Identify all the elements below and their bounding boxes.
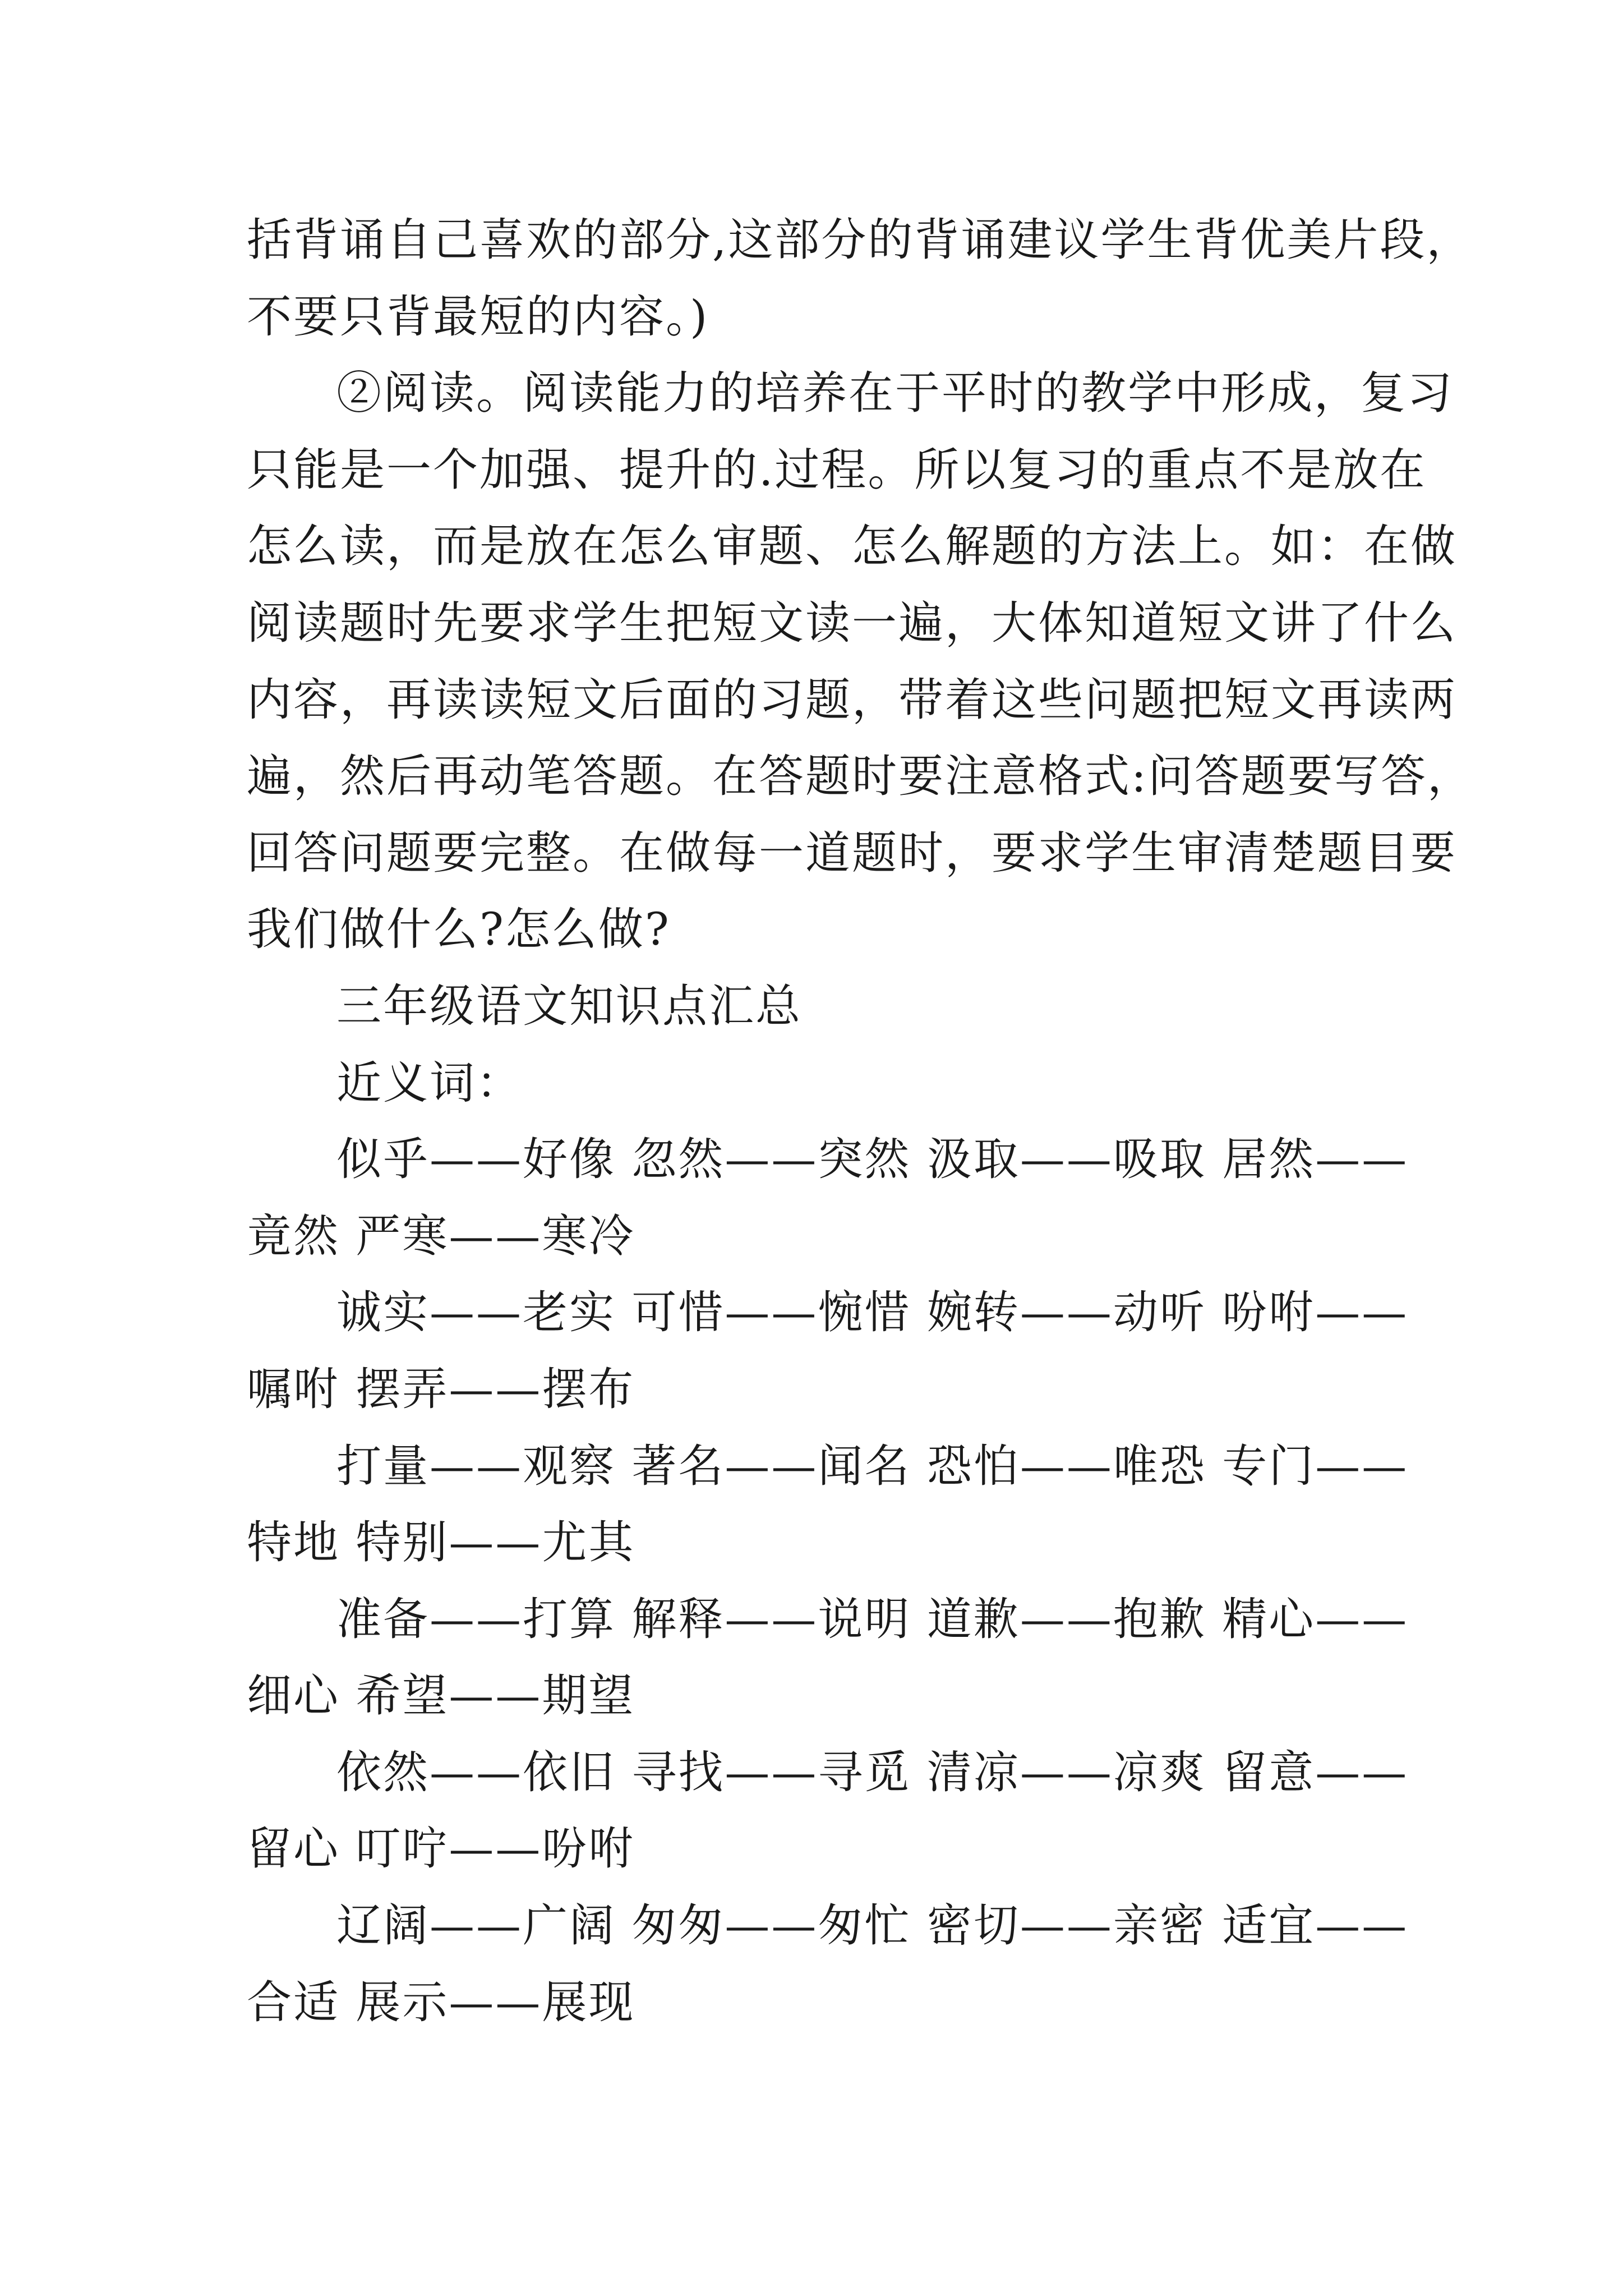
text-line: 内容，再读读短文后面的习题，带着这些问题把短文再读两: [247, 673, 1457, 726]
synonym-line: 辽阔——广阔 匆匆——匆忙 密切——亲密 适宜——: [336, 1899, 1409, 1952]
synonym-line: 留心 叮咛——吩咐: [247, 1823, 635, 1875]
synonym-line: 打量——观察 著名——闻名 恐怕——唯恐 专门——: [336, 1439, 1409, 1492]
text-line: 只能是一个加强、提升的.过程。所以复习的重点不是放在: [247, 443, 1427, 496]
synonym-line: 特地 特别——尤其: [247, 1516, 635, 1569]
text-line: 怎么读，而是放在怎么审题、怎么解题的方法上。如：在做: [247, 520, 1457, 573]
text-line: 括背诵自己喜欢的部分,这部分的背诵建议学生背优美片段，: [247, 214, 1473, 266]
text-line: 阅读题时先要求学生把短文读一遍，大体知道短文讲了什么: [247, 596, 1457, 649]
subsection-label: 近义词：: [336, 1056, 523, 1109]
document-body: [247, 202, 1474, 2041]
text-line: 我们做什么?怎么做?: [247, 903, 671, 956]
synonym-line: 似乎——好像 忽然——突然 汲取——吸取 居然——: [336, 1133, 1409, 1186]
synonym-line: 准备——打算 解释——说明 道歉——抱歉 精心——: [336, 1593, 1409, 1645]
synonym-line: 合适 展示——展现: [247, 1976, 635, 2028]
text-line: 遍，然后再动笔答题。在答题时要注意格式:问答题要写答，: [247, 750, 1474, 803]
paragraph-reading: ②阅读。阅读能力的培养在于平时的教学中形成，复习: [336, 367, 1454, 420]
synonym-line: 细心 希望——期望: [247, 1669, 635, 1722]
text-line: 不要只背最短的内容。): [247, 290, 709, 343]
section-title: 三年级语文知识点汇总: [336, 979, 802, 1032]
text-line: 回答问题要完整。在做每一道题时，要求学生审清楚题目要: [247, 826, 1457, 879]
synonym-line: 竟然 严寒——寒冷: [247, 1209, 635, 1262]
synonym-line: 嘱咐 摆弄——摆布: [247, 1363, 635, 1415]
synonym-line: 诚实——老实 可惜——惋惜 婉转——动听 吩咐——: [336, 1286, 1409, 1339]
synonym-line: 依然——依旧 寻找——寻觅 清凉——凉爽 留意——: [336, 1746, 1409, 1798]
